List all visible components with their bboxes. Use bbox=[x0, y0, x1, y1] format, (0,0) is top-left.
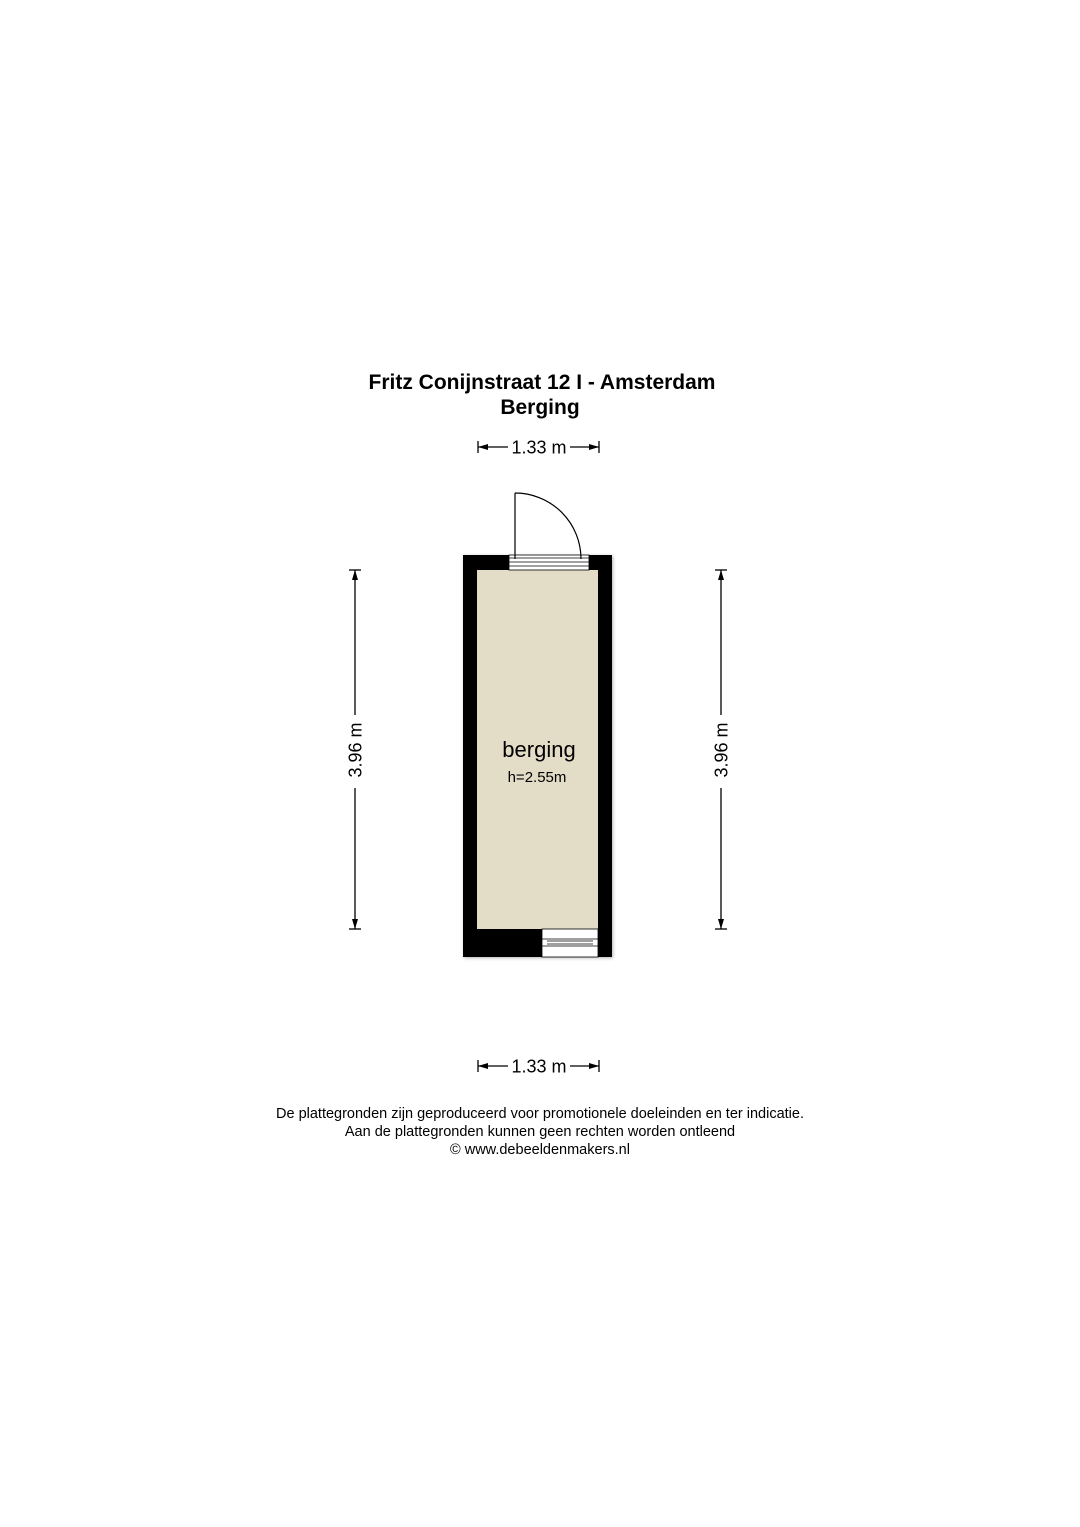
window bbox=[542, 929, 598, 957]
disclaimer-line-2: Aan de plattegronden kunnen geen rechten worden ontleend bbox=[344, 1124, 736, 1140]
dimension-bottom-width bbox=[478, 1057, 599, 1077]
plan-subtitle: Berging bbox=[500, 396, 580, 419]
storage-room bbox=[463, 493, 612, 957]
dimension-right-label: 3.96 m bbox=[711, 722, 732, 778]
disclaimer bbox=[0, 1105, 1080, 1159]
disclaimer-line-1: De plattegronden zijn geproduceerd voor promotionele doeleinden en ter indicatie. bbox=[276, 1106, 804, 1122]
dimension-top-label: 1.33 m bbox=[511, 437, 567, 458]
door-opening bbox=[509, 555, 589, 570]
door-swing bbox=[515, 493, 581, 559]
dimension-right-height bbox=[712, 570, 732, 929]
dimension-left-label: 3.96 m bbox=[345, 722, 366, 778]
copyright-line: © www.debeeldenmakers.nl bbox=[450, 1142, 630, 1158]
dimension-top-width bbox=[478, 438, 599, 458]
plan-title: Fritz Conijnstraat 12 I - Amsterdam bbox=[368, 371, 716, 394]
room-height-label: h=2.55m bbox=[507, 769, 567, 786]
room-name-label: berging bbox=[502, 737, 576, 762]
dimension-bottom-label: 1.33 m bbox=[511, 1056, 567, 1077]
dimension-left-height bbox=[346, 570, 366, 929]
